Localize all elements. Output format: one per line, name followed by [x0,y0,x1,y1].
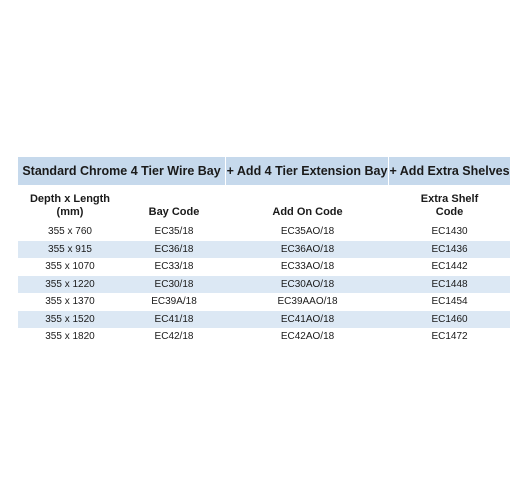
cell-dimensions: 355 x 1520 [18,311,122,329]
table-row [18,241,510,259]
group-header-extension-bay: + Add 4 Tier Extension Bay [226,157,389,185]
cell-add-on-code: EC33AO/18 [280,261,335,273]
cell-dimensions: 355 x 1370 [45,296,95,308]
cell-extra-shelf-code: EC1448 [389,276,510,294]
table-row [18,258,510,276]
cell-bay-code: EC42/18 [154,331,194,343]
cell-bay-code: EC35/18 [154,226,194,238]
group-header-standard-bay: Standard Chrome 4 Tier Wire Bay [18,157,226,185]
cell-add-on-code: EC42AO/18 [280,331,335,343]
cell-extra-shelf-code: EC1436 [389,241,510,259]
cell-dimensions: 355 x 1070 [45,261,95,273]
cell-bay-code: EC39A/18 [151,296,197,308]
cell-add-on-code: EC30AO/18 [226,276,389,294]
product-table-container [18,157,510,346]
table-row [18,328,510,346]
column-header-bay-code: Bay Code [148,206,200,218]
table-row [18,293,510,311]
cell-dimensions: 355 x 760 [48,226,92,238]
column-header-extra-shelf-code: Extra Shelf Code [420,193,479,218]
table-row [18,276,510,294]
cell-bay-code: EC33/18 [154,261,194,273]
cell-bay-code: EC36/18 [122,241,226,259]
cell-add-on-code: EC39AAO/18 [277,296,338,308]
group-header-extra-shelves: + Add Extra Shelves [389,157,510,185]
column-header-add-on-code: Add On Code [272,206,343,218]
table-row [18,223,510,241]
cell-bay-code: EC41/18 [122,311,226,329]
cell-add-on-code: EC36AO/18 [226,241,389,259]
cell-add-on-code: EC35AO/18 [280,226,335,238]
cell-dimensions: 355 x 1820 [45,331,95,343]
cell-dimensions: 355 x 1220 [18,276,122,294]
cell-extra-shelf-code: EC1430 [431,226,468,238]
column-header-dimensions: Depth x Length (mm) [29,193,111,218]
product-table [18,157,510,346]
cell-extra-shelf-code: EC1454 [431,296,468,308]
cell-extra-shelf-code: EC1472 [431,331,468,343]
cell-dimensions: 355 x 915 [18,241,122,259]
cell-add-on-code: EC41AO/18 [226,311,389,329]
cell-extra-shelf-code: EC1460 [389,311,510,329]
column-header-row [18,185,510,223]
group-header-row [18,157,510,185]
cell-bay-code: EC30/18 [122,276,226,294]
cell-extra-shelf-code: EC1442 [431,261,468,273]
table-row [18,311,510,329]
